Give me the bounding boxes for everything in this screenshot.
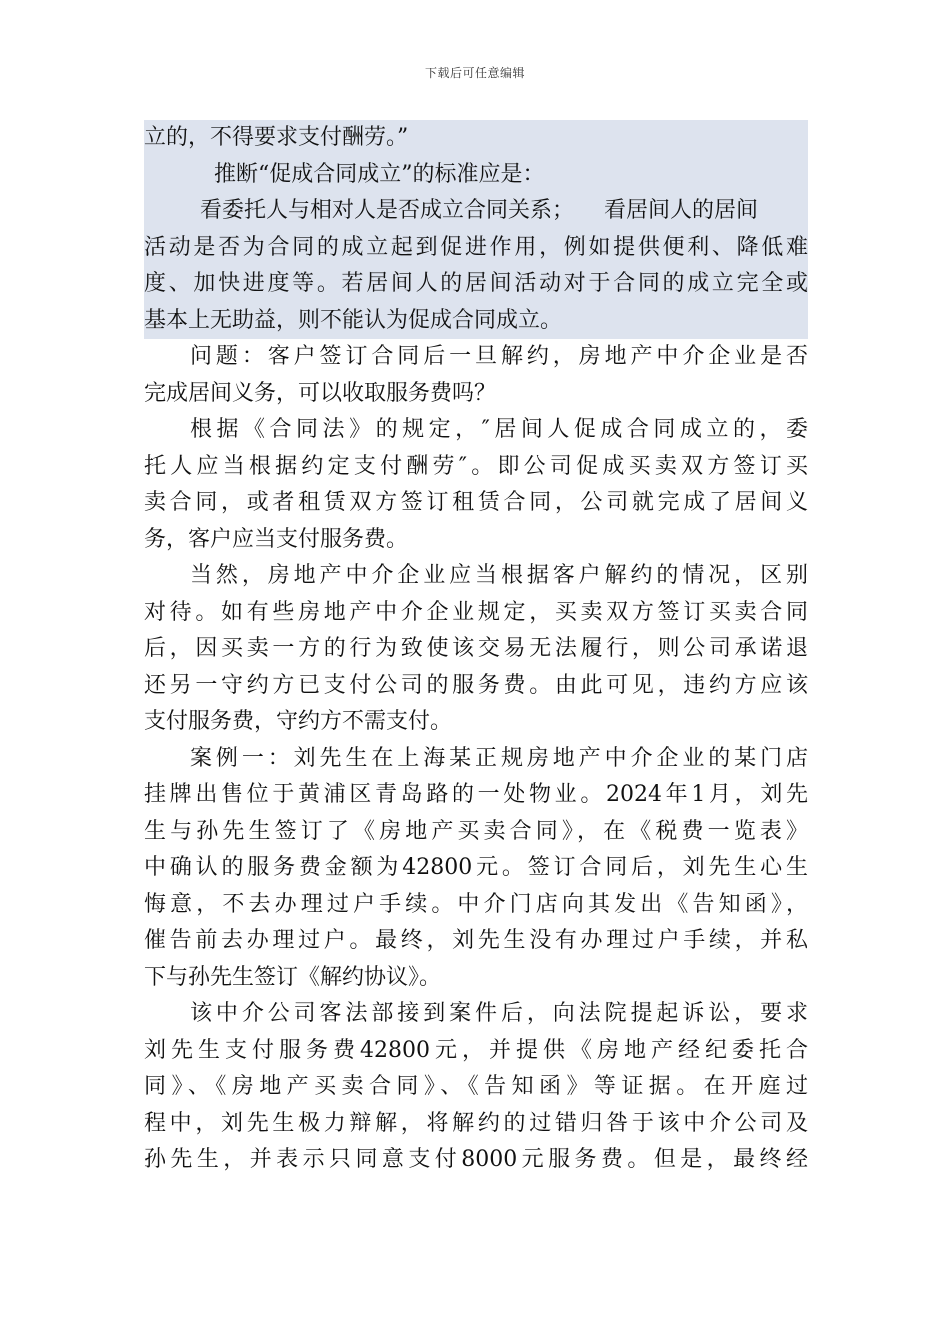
text-line: 孙先生，并表示只同意支付8000元服务费。但是，最终经 [144, 1147, 808, 1172]
text-line: 刘先生支付服务费42800元，并提供《房地产经纪委托合 [144, 1037, 808, 1063]
page-header: 下载后可任意编辑 [424, 66, 525, 80]
text-line: 还另一守约方已支付公司的服务费。由此可见，违约方应该 [144, 672, 808, 698]
text-line: 根据《合同法》的规定，″居间人促成合同成立的，委 [190, 417, 808, 442]
text-line: 问题：客户签订合同后一旦解约，房地产中介企业是否 [190, 344, 808, 369]
text-line: 立的，不得要求支付酬劳。” [144, 125, 409, 150]
text-line: 推断“促成合同成立”的标准应是： [214, 161, 545, 187]
text-line: 支付服务费，守约方不需支付。 [144, 709, 453, 734]
text-line: 对待。如有些房地产中介企业规定，买卖双方签订买卖合同 [144, 599, 808, 625]
text-line: 中确认的服务费金额为42800元。签订合同后，刘先生心生 [144, 855, 808, 880]
text-line: 悔意，不去办理过户手续。中介门店向其发出《告知函》， [144, 891, 808, 917]
text-line: 下与孙先生签订《解约协议》。 [144, 964, 442, 990]
text-line: 完成居间义务，可以收取服务费吗？ [144, 380, 497, 406]
text-line: 当然，房地产中介企业应当根据客户解约的情况，区别 [190, 563, 808, 588]
text-segment: 看居间人的居间 [604, 198, 759, 223]
text-line: 生与孙先生签订了《房地产买卖合同》，在《税费一览表》 [144, 818, 808, 844]
highlighted-block [144, 120, 808, 339]
text-line: 催告前去办理过户。最终，刘先生没有办理过户手续，并私 [144, 928, 808, 953]
document-body [144, 120, 808, 1179]
text-line: 度、加快进度等。若居间人的居间活动对于合同的成立完全或 [144, 271, 808, 296]
text-line: 基本上无助益，则不能认为促成合同成立。 [144, 307, 563, 333]
text-line: 后，因买卖一方的行为致使该交易无法履行，则公司承诺退 [144, 636, 808, 661]
text-line: 该中介公司客法部接到案件后，向法院提起诉讼，要求 [190, 1001, 808, 1026]
text-line: 卖合同，或者租赁双方签订租赁合同，公司就完成了居间义 [144, 490, 808, 515]
text-line: 挂牌出售位于黄浦区青岛路的一处物业。2024年1月，刘先 [144, 782, 808, 807]
text-segment: 看委托人与相对人是否成立合同关系； [200, 198, 575, 223]
text-line: 托人应当根据约定支付酬劳″。即公司促成买卖双方签订买 [144, 453, 808, 479]
text-line: 案例一：刘先生在上海某正规房地产中介企业的某门店 [190, 745, 808, 771]
text-line: 务，客户应当支付服务费。 [144, 526, 409, 552]
text-line: 程中，刘先生极力辩解，将解约的过错归咎于该中介公司及 [144, 1110, 808, 1136]
text-line: 活动是否为合同的成立起到促进作用，例如提供便利、降低难 [144, 234, 808, 260]
text-line [144, 193, 808, 230]
text-line: 同》、《房地产买卖合同》、《告知函》等证据。在开庭过 [144, 1074, 808, 1099]
